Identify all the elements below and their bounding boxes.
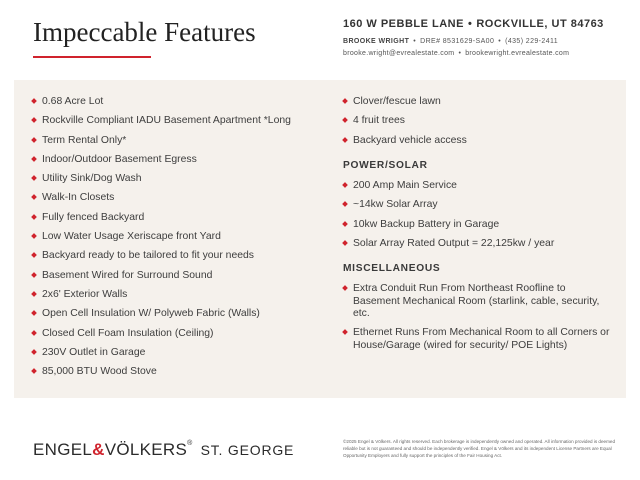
left-feature-list <box>32 96 332 385</box>
feature-text: Utility Sink/Dog Wash <box>42 173 142 185</box>
feature-item <box>343 219 613 231</box>
bullet-diamond-icon <box>342 117 348 123</box>
office-name: ST. GEORGE <box>200 442 295 458</box>
page-title: Impeccable Features <box>33 17 256 47</box>
feature-item <box>343 96 613 108</box>
feature-text: Backyard vehicle access <box>353 134 467 146</box>
feature-item <box>32 173 332 192</box>
feature-text: Solar Array Rated Output = 22,125kw / year <box>353 237 555 249</box>
feature-text: Clover/fescue lawn <box>353 96 441 107</box>
brand-logo <box>33 440 294 460</box>
brand-ampersand: & <box>92 440 105 459</box>
feature-item <box>32 289 332 308</box>
feature-text: Ethernet Runs From Mechanical Room to all Corners or House/Garage (wired for security/ POE Lights) <box>353 327 610 351</box>
bullet-diamond-icon <box>31 330 37 336</box>
feature-item <box>32 231 332 250</box>
bullet-diamond-icon <box>342 285 348 291</box>
bullet-diamond-icon <box>31 310 37 316</box>
bullet-diamond-icon <box>342 330 348 336</box>
feature-text: Rockville Compliant IADU Basement Apartment *Long <box>42 115 291 127</box>
feature-text: Fully fenced Backyard <box>42 211 145 223</box>
feature-text: 230V Outlet in Garage <box>42 346 146 358</box>
feature-item <box>343 327 613 352</box>
agent-email[interactable]: brooke.wright@evrealestate.com <box>343 50 455 57</box>
power-solar-heading: POWER/SOLAR <box>343 160 428 171</box>
feature-item <box>32 192 332 211</box>
power-solar-list <box>343 180 613 250</box>
miscellaneous-list <box>343 283 613 352</box>
brand-engel: ENGEL <box>33 440 93 459</box>
feature-text: 10kw Backup Battery in Garage <box>353 218 500 230</box>
agent-info: BROOKE WRIGHT • DRE# 8531629-SA00 • (435) 229-2411 <box>343 38 559 45</box>
bullet-diamond-icon <box>31 253 37 259</box>
bullet-diamond-icon <box>342 182 348 188</box>
feature-item <box>32 366 332 385</box>
feature-text: Walk-In Closets <box>42 192 115 204</box>
bullet-diamond-icon <box>31 137 37 143</box>
features-panel <box>14 80 626 398</box>
feature-text: 200 Amp Main Service <box>353 180 457 191</box>
bullet-diamond-icon <box>31 98 37 104</box>
feature-item <box>343 199 613 211</box>
feature-item <box>343 283 613 320</box>
feature-text: 0.68 Acre Lot <box>42 96 104 107</box>
feature-item <box>32 347 332 366</box>
feature-text: 85,000 BTU Wood Stove <box>42 366 157 378</box>
feature-item <box>343 115 613 127</box>
feature-item <box>343 180 613 192</box>
feature-item <box>32 135 332 154</box>
features-right-column <box>343 96 613 359</box>
registered-mark: ® <box>187 440 193 447</box>
bullet-diamond-icon <box>31 195 37 201</box>
feature-item <box>32 270 332 289</box>
bullet-diamond-icon <box>31 291 37 297</box>
bullet-diamond-icon <box>31 117 37 123</box>
feature-item <box>32 212 332 231</box>
brand-volkers: VÖLKERS <box>104 440 188 459</box>
feature-text: 2x6' Exterior Walls <box>42 288 128 300</box>
features-left-column <box>32 96 332 385</box>
agent-website[interactable]: brookewright.evrealestate.com <box>465 50 570 57</box>
right-feature-list <box>343 96 613 147</box>
agent-dre: DRE# 8531629-SA00 <box>420 38 495 45</box>
agent-phone[interactable]: (435) 229-2411 <box>505 38 559 45</box>
city-state-zip: ROCKVILLE, UT 84763 <box>476 18 604 30</box>
feature-text: 4 fruit trees <box>353 115 405 127</box>
bullet-diamond-icon <box>342 201 348 207</box>
feature-item <box>343 135 613 147</box>
feature-item <box>32 115 332 134</box>
feature-text: ~14kw Solar Array <box>353 199 438 211</box>
feature-text: Extra Conduit Run From Northeast Roofline to Basement Mechanical Room (starlink, cable, security, etc. <box>353 283 600 320</box>
bullet-diamond-icon <box>31 214 37 220</box>
feature-text: Term Rental Only* <box>42 134 127 146</box>
feature-item <box>32 328 332 347</box>
bullet-diamond-icon <box>342 137 348 143</box>
agent-name: BROOKE WRIGHT <box>343 38 410 45</box>
bullet-diamond-icon <box>31 368 37 374</box>
street-address: 160 W PEBBLE LANE <box>343 18 464 30</box>
bullet-diamond-icon <box>342 98 348 104</box>
miscellaneous-heading: MISCELLANEOUS <box>343 263 441 275</box>
feature-text: Basement Wired for Surround Sound <box>42 269 213 281</box>
title-underline <box>33 56 151 58</box>
feature-text: Backyard ready to be tailored to fit your needs <box>42 250 254 262</box>
feature-item <box>343 238 613 250</box>
bullet-diamond-icon <box>31 175 37 181</box>
feature-text: Closed Cell Foam Insulation (Ceiling) <box>42 327 214 339</box>
feature-text: Open Cell Insulation W/ Polyweb Fabric (Walls) <box>42 308 260 320</box>
legal-disclaimer: ©2025 Engel & Völkers. All rights reserved. Each brokerage is independently owned and operated. All information provided is deemed reliable but is not guaranteed and should be independently verified. Engel & Völkers and its independent License Partners are Equal Opportunity Employers and fully support the principles of the Fair Housing Act. <box>343 439 616 458</box>
bullet-diamond-icon <box>31 349 37 355</box>
bullet-diamond-icon <box>342 221 348 227</box>
property-address: 160 W PEBBLE LANE • ROCKVILLE, UT 84763 <box>343 18 604 30</box>
bullet-diamond-icon <box>31 272 37 278</box>
feature-item <box>32 96 332 115</box>
feature-text: Low Water Usage Xeriscape front Yard <box>42 231 221 243</box>
bullet-diamond-icon <box>342 240 348 246</box>
agent-contact: brooke.wright@evrealestate.com • brookewright.evrealestate.com <box>343 50 570 57</box>
feature-item <box>32 250 332 269</box>
feature-text: Indoor/Outdoor Basement Egress <box>42 153 197 165</box>
feature-item <box>32 308 332 327</box>
bullet-diamond-icon <box>31 233 37 239</box>
bullet-diamond-icon <box>31 156 37 162</box>
feature-item <box>32 154 332 173</box>
